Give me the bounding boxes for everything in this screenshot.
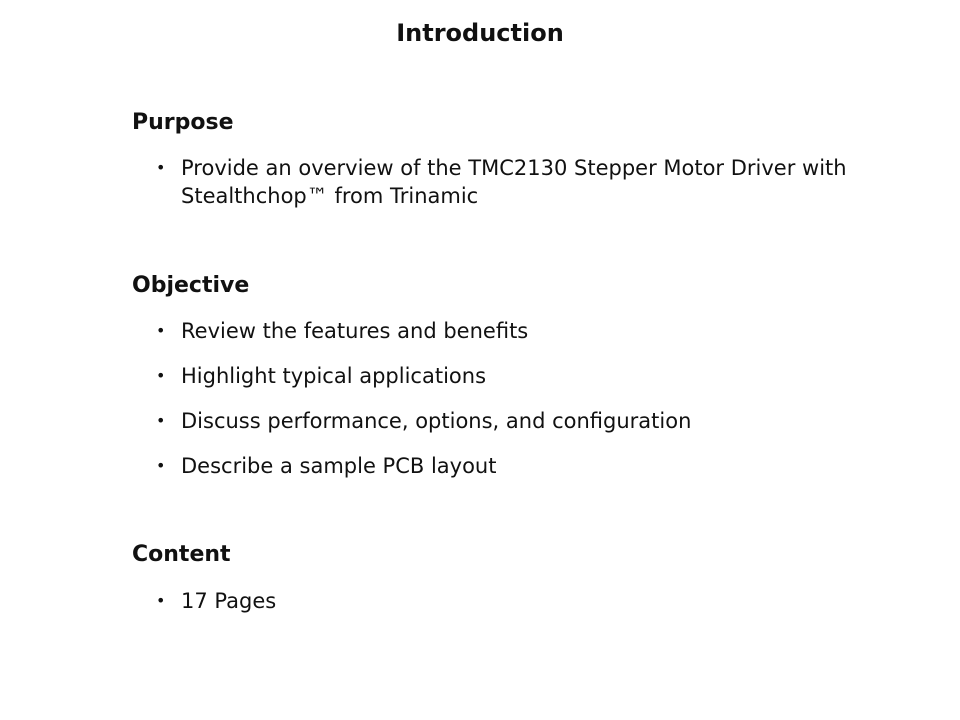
- section-heading-purpose: Purpose: [132, 110, 234, 135]
- bullet-item: [132, 362, 852, 390]
- bullet-item: [132, 407, 852, 435]
- bullet-text: Highlight typical applications: [181, 364, 487, 388]
- bullet-text: Review the features and benefits: [181, 319, 529, 343]
- bullet-icon: •: [156, 321, 166, 340]
- bullet-icon: •: [156, 591, 166, 610]
- purpose-bullet-list: [132, 154, 852, 210]
- section-content: [132, 540, 852, 615]
- bullet-text: Describe a sample PCB layout: [181, 454, 497, 478]
- bullet-item: [132, 587, 852, 615]
- bullet-icon: •: [156, 411, 166, 430]
- bullet-icon: •: [156, 456, 166, 475]
- section-purpose: [132, 108, 852, 210]
- objective-bullet-list: [132, 317, 852, 480]
- bullet-text: Provide an overview of the TMC2130 Stepper Motor Driver with Stealthchop™ from Trinamic: [181, 156, 847, 208]
- bullet-item: [132, 452, 852, 480]
- section-objective: [132, 271, 852, 480]
- slide-title: Introduction: [396, 19, 564, 47]
- bullet-item: [132, 154, 852, 210]
- content-bullet-list: [132, 587, 852, 615]
- bullet-icon: •: [156, 158, 166, 177]
- section-heading-content: Content: [132, 542, 231, 567]
- bullet-text: Discuss performance, options, and configuration: [181, 409, 692, 433]
- section-heading-objective: Objective: [132, 273, 250, 298]
- bullet-icon: •: [156, 366, 166, 385]
- bullet-item: [132, 317, 852, 345]
- bullet-text: 17 Pages: [181, 589, 277, 613]
